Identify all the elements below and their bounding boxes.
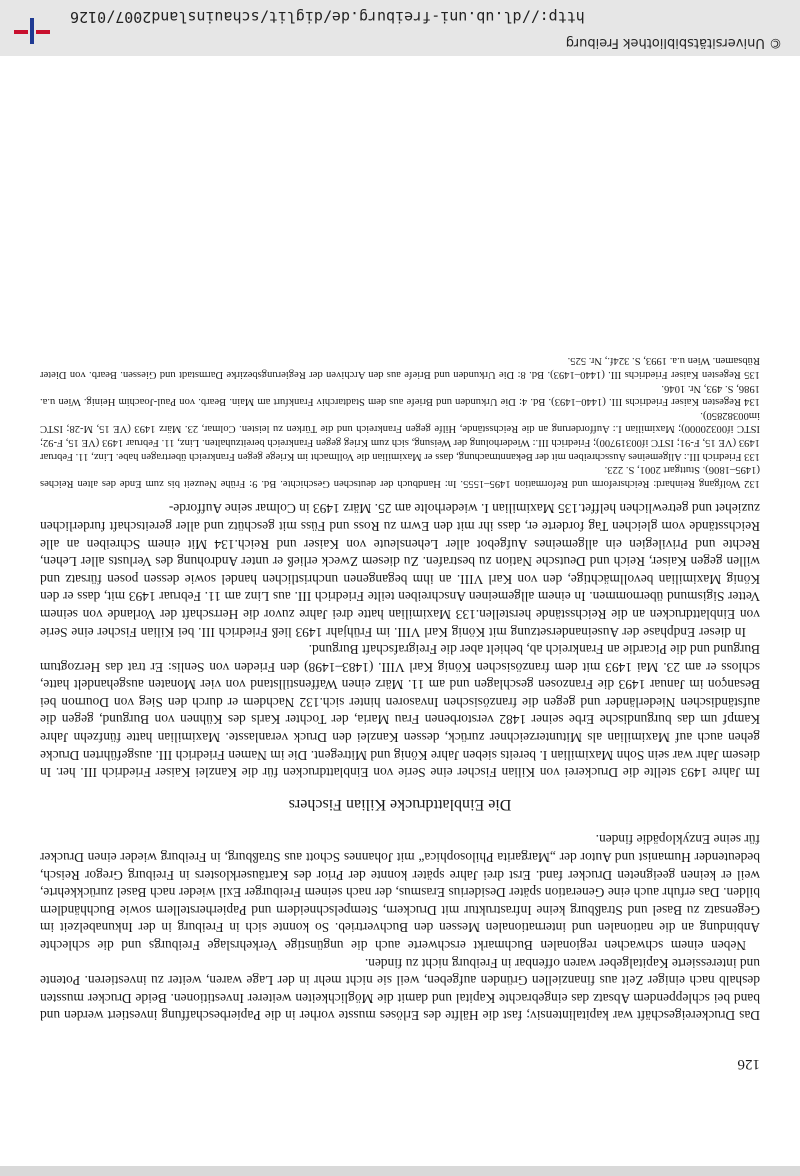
- footnote: 132 Wolfgang Reinhard: Reichsreform und Reformation 1495–1555. In: Handbuch der deutschen Geschichte. Bd. 9: Frühe Neuzeit bis zum Ende des alten Reiches (1495–1806). Stuttgart 2001, S. 223.: [40, 464, 760, 489]
- page-number: 126: [737, 1056, 760, 1072]
- body-text-bottom: [40, 500, 760, 782]
- footnote: 133 Friedrich III.: Allgemeines Ausschreiben mit der Bekanntmachung, dass er Maximilian die Vollmacht im Kriege gegen Frankreich übertragen habe. Linz, 11. Februar 1493 (VE 15, F-91; ISTC if00319700); Friedrich III.: Wiederholung der Weisung, sich zum Krieg gegen Frankreich bereitzuhalten. Linz, 11. Februar 1493 (VE 15, F-92; ISTC if00320000); Maximilian I.: Aufforderung an die Reichsstände, Hilfe gegen Frankreich und die Türken zu leisten. Colmar, 23. März 1493 (VE 15, M-28; ISTC im00382850).: [40, 409, 760, 462]
- footnotes: [40, 354, 760, 490]
- copyright-text: © Universitätsbibliothek Freiburg: [565, 35, 782, 50]
- scanned-page: [40, 346, 760, 1072]
- bottom-strip: [0, 1166, 800, 1176]
- ub-freiburg-logo-icon: [14, 16, 50, 46]
- footnote: 134 Regesten Kaiser Friedrichs III. (1440–1493). Bd. 4: Die Urkunden und Briefe aus dem Stadtarchiv Frankfurt am Main. Bearb. von Paul-Joachim Heinig. Wien u.a. 1986, S. 493, Nr. 1046.: [40, 382, 760, 408]
- footer-bar: [0, 0, 800, 56]
- paragraph: Neben einem schwachen regionalen Buchmarkt erschwerte auch die ungünstige Verkehrslage Freiburgs und die schlechte Anbindung an die nationalen und internationalen Messen den Buchvertrieb. So konnte sich in Freiburg in der Inkunabelzeit im Gegensatz zu Basel und Straßburg keine Infrastruktur mit Druckern, Stempelschneidern und Papierherstellern sowie Buchhändlern bilden. Das erfuhr auch eine Generation später Desiderius Erasmus, der nach seinem Freiburger Exil wieder nach Basel zurückkehrte, weil er keinen geeigneten Drucker fand. Erst drei Jahre später konnte der Prior des Kartäuserklosters in Freiburg Gregor Reisch, bedeutender Humanist und Autor der „Margarita Philosophica“ mit Johannes Schott aus Straßburg, in Freiburg wieder einen Drucker für seine Enzyklopädie finden.: [40, 832, 760, 954]
- source-url[interactable]: http://dl.ub.uni-freiburg.de/diglit/schauinsland2007/0126: [70, 8, 585, 26]
- paragraph: Im Jahre 1493 stellte die Druckerei von Kilian Fischer eine Serie von Einblattdrucken für die Kanzlei Kaiser Friedrich III. her. In diesem Jahr war sein Sohn Maximilian I. bereits sieben Jahre König und Mitregent. Die im Namen Friedrich III. ausgeführten Drucke gehen auch auf Maximilian als Mitunterzeichner zurück, dessen Kanzlei den Druck veranlasste. Maximilian hatte fünfzehn Jahre Kampf um das burgundische Erbe seiner 1482 verstorbenen Frau Maria, der Tochter Karls des Kühnen von Burgund, gegen die aufständischen Niederländer und gegen die französischen Invasoren hinter sich.132 Nachdem er durch den Sieg von Dournon bei Besançon im Januar 1493 die Franzosen geschlagen und am 11. März einen Waffenstillstand von vier Monaten ausgehandelt hatte, schloss er am 23. Mai 1493 mit dem französischen König Karl VIII. (1483–1498) den Frieden von Senlis: Er trat das Herzogtum Burgund und die Picardie an Frankreich ab, behielt aber die Freigrafschaft Burgund.: [40, 642, 760, 781]
- paragraph: Das Druckereigeschäft war kapitalintensiv; fast die Hälfte des Erlöses musste vorher in die Papierbeschaffung investiert werden und band bei schleppendem Absatz das eingebrachte Kapital und damit die Möglichkeiten weiterer Investitionen. Beide Drucker mussten deshalb nach einiger Zeit aus finanziellen Gründen aufgeben, weil sie nicht mehr in der Lage waren, weiter zu investieren. Potente und interessierte Kapitalgeber waren offenbar in Freiburg nicht zu finden.: [40, 955, 760, 1024]
- section-heading: Die Einblattdrucke Kilian Fischers: [288, 795, 512, 813]
- paragraph: In dieser Endphase der Auseinandersetzung mit König Karl VIII. im Frühjahr 1493 ließ Friedrich III. bei Kilian Fischer eine Serie von Einblattdrucken an die Reichsstände herstellen.133 Maximilian hatte drei Jahre zuvor die Herrschaft der Vorlande von seinem Vetter Sigismund übernommen. In einem allgemeinen Anschreiben teilte Friedrich III. aus Linz am 11. Februar 1493 mit, dass er den König Maximilian bevollmächtige, den von Karl VIII. an ihm begangenen unchristlichen handel sowie dessen posen fürsatz und willen gegen Kaiser, Reich und Deutsche Nation zu bestrafen. Zu diesem Zweck erließ er unter Androhung des Verlusts aller Lehen, Rechte und Privilegien ein allgemeines Aufgebot aller Lehensleute von Kaiser und Reich.134 Mit einem Schreiben an alle Reichsstände vom gleichen Tag forderte er, dass ihr mit den Ewrn zu Ross und Füss mit geschütz und aller gereitschaft furderlichen zuziehet und getrewlichen helffet.135 Maximilian I. wiederholte am 25. März 1493 in Colmar seine Aufforde-: [40, 501, 760, 640]
- footnote: 135 Regesten Kaiser Friedrichs III. (1440–1493). Bd. 8: Die Urkunden und Briefe aus den Archiven der Regierungsbezirke Darmstadt und Giessen. Bearb. von Dieter Rübsamen. Wien u.a. 1993, S. 324f., Nr. 525.: [40, 355, 760, 381]
- body-text-top: [40, 831, 760, 1025]
